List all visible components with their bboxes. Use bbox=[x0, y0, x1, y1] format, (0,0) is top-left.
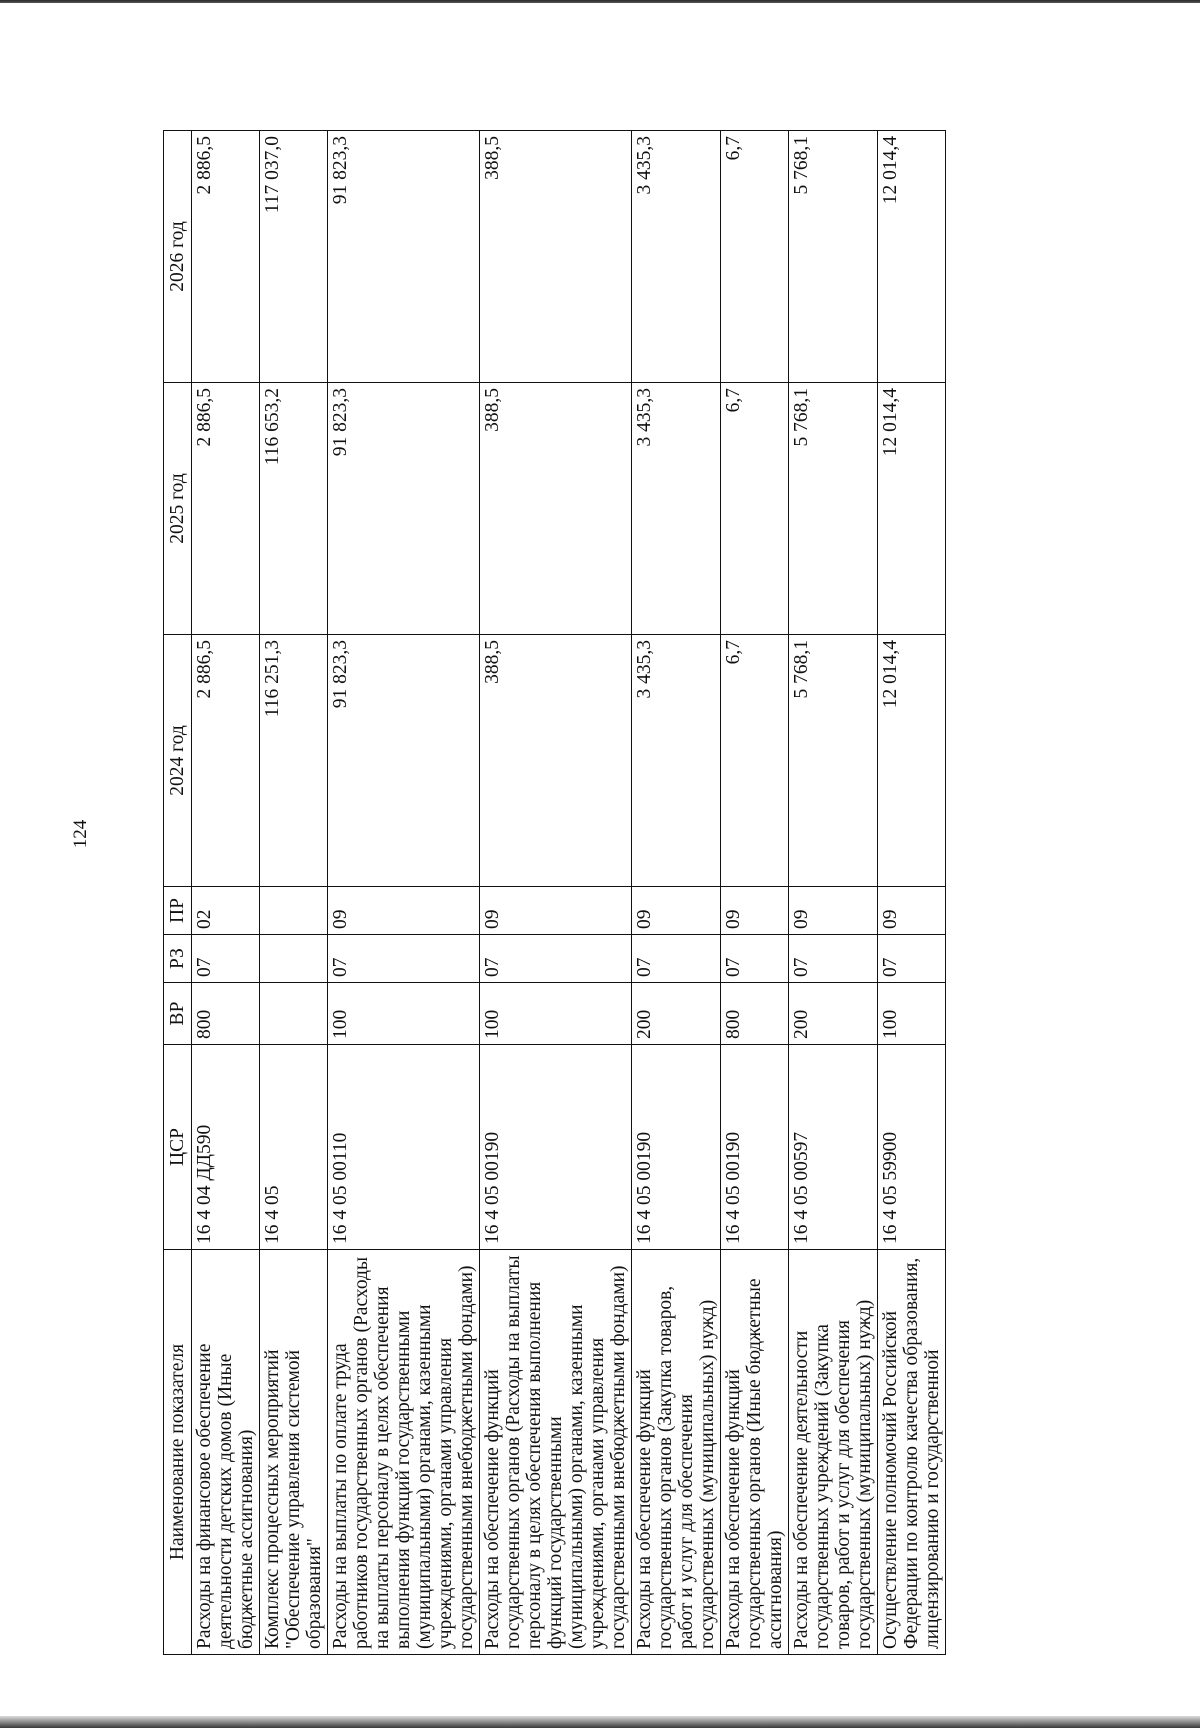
row-rz bbox=[260, 935, 328, 983]
row-vr bbox=[260, 983, 328, 1045]
row-vr: 100 bbox=[328, 983, 480, 1045]
row-2026: 5 768,1 bbox=[789, 131, 878, 383]
table-row bbox=[480, 131, 632, 1655]
row-csr: 16 4 04 ДД590 bbox=[192, 1045, 260, 1250]
row-2025: 388,5 bbox=[480, 383, 632, 635]
row-2024: 6,7 bbox=[721, 635, 789, 887]
row-2026: 3 435,3 bbox=[632, 131, 721, 383]
row-2025: 2 886,5 bbox=[192, 383, 260, 635]
table-row bbox=[632, 131, 721, 1655]
row-2024: 3 435,3 bbox=[632, 635, 721, 887]
page-number: 124 bbox=[70, 819, 91, 849]
row-2025: 5 768,1 bbox=[789, 383, 878, 635]
table-header-row bbox=[164, 131, 192, 1655]
header-name: Наименование показателя bbox=[164, 1250, 192, 1655]
row-pr bbox=[260, 887, 328, 935]
row-pr: 09 bbox=[328, 887, 480, 935]
row-2024: 91 823,3 bbox=[328, 635, 480, 887]
row-2024: 116 251,3 bbox=[260, 635, 328, 887]
row-vr: 800 bbox=[192, 983, 260, 1045]
row-2025: 12 014,4 bbox=[878, 383, 946, 635]
row-pr: 09 bbox=[878, 887, 946, 935]
row-vr: 200 bbox=[632, 983, 721, 1045]
table-row bbox=[789, 131, 878, 1655]
header-rz: РЗ bbox=[164, 935, 192, 983]
row-2025: 116 653,2 bbox=[260, 383, 328, 635]
row-vr: 100 bbox=[480, 983, 632, 1045]
header-vr: ВР bbox=[164, 983, 192, 1045]
row-name: Расходы на финансовое обеспечение деятельности детских домов (Иные бюджетные ассигнования) bbox=[192, 1250, 260, 1655]
row-csr: 16 4 05 00190 bbox=[480, 1045, 632, 1250]
table-row bbox=[721, 131, 789, 1655]
header-pr: ПР bbox=[164, 887, 192, 935]
row-pr: 09 bbox=[789, 887, 878, 935]
row-csr: 16 4 05 00190 bbox=[721, 1045, 789, 1250]
row-csr: 16 4 05 59900 bbox=[878, 1045, 946, 1250]
row-2024: 12 014,4 bbox=[878, 635, 946, 887]
row-rz: 07 bbox=[480, 935, 632, 983]
rotated-table-wrapper bbox=[163, 130, 1113, 1655]
row-2026: 117 037,0 bbox=[260, 131, 328, 383]
row-2026: 388,5 bbox=[480, 131, 632, 383]
scan-edge-bottom bbox=[0, 1716, 1200, 1728]
row-rz: 07 bbox=[328, 935, 480, 983]
row-rz: 07 bbox=[878, 935, 946, 983]
header-2026: 2026 год bbox=[164, 131, 192, 383]
header-2025: 2025 год bbox=[164, 383, 192, 635]
row-csr: 16 4 05 bbox=[260, 1045, 328, 1250]
row-name: Расходы на обеспечение функций государственных органов (Иные бюджетные ассигнования) bbox=[721, 1250, 789, 1655]
scan-edge-top bbox=[0, 0, 1200, 3]
row-2024: 5 768,1 bbox=[789, 635, 878, 887]
row-csr: 16 4 05 00597 bbox=[789, 1045, 878, 1250]
row-csr: 16 4 05 00190 bbox=[632, 1045, 721, 1250]
row-rz: 07 bbox=[192, 935, 260, 983]
row-name: Комплекс процессных мероприятий "Обеспечение управления системой образования" bbox=[260, 1250, 328, 1655]
row-vr: 200 bbox=[789, 983, 878, 1045]
row-vr: 800 bbox=[721, 983, 789, 1045]
table-row bbox=[328, 131, 480, 1655]
row-pr: 09 bbox=[480, 887, 632, 935]
row-name: Расходы на обеспечение функций государственных органов (Закупка товаров, работ и услуг для обеспечения государственных (муниципальных) нужд) bbox=[632, 1250, 721, 1655]
header-csr: ЦСР bbox=[164, 1045, 192, 1250]
row-2026: 2 886,5 bbox=[192, 131, 260, 383]
row-pr: 02 bbox=[192, 887, 260, 935]
row-rz: 07 bbox=[632, 935, 721, 983]
table-row bbox=[878, 131, 946, 1655]
row-2024: 2 886,5 bbox=[192, 635, 260, 887]
row-name: Расходы на выплаты по оплате труда работников государственных органов (Расходы на выплаты персоналу в целях обеспечения выполнения функций государственными (муниципальными) органами, казенными учреждениями, органами управления государственными внебюджетными фондами) bbox=[328, 1250, 480, 1655]
table-row bbox=[192, 131, 260, 1655]
row-2026: 91 823,3 bbox=[328, 131, 480, 383]
row-2026: 6,7 bbox=[721, 131, 789, 383]
budget-table bbox=[163, 130, 946, 1655]
row-rz: 07 bbox=[721, 935, 789, 983]
row-2024: 388,5 bbox=[480, 635, 632, 887]
row-2026: 12 014,4 bbox=[878, 131, 946, 383]
row-2025: 6,7 bbox=[721, 383, 789, 635]
row-pr: 09 bbox=[632, 887, 721, 935]
table-row bbox=[260, 131, 328, 1655]
row-name: Расходы на обеспечение функций государственных органов (Расходы на выплаты персоналу в целях обеспечения выполнения функций государственными (муниципальными) органами, казенными учреждениями, органами управления государственными внебюджетными фондами) bbox=[480, 1250, 632, 1655]
row-vr: 100 bbox=[878, 983, 946, 1045]
row-rz: 07 bbox=[789, 935, 878, 983]
row-2025: 91 823,3 bbox=[328, 383, 480, 635]
row-pr: 09 bbox=[721, 887, 789, 935]
row-name: Осуществление полномочий Российской Федерации по контролю качества образования, лицензированию и государственной bbox=[878, 1250, 946, 1655]
header-2024: 2024 год bbox=[164, 635, 192, 887]
row-2025: 3 435,3 bbox=[632, 383, 721, 635]
row-csr: 16 4 05 00110 bbox=[328, 1045, 480, 1250]
row-name: Расходы на обеспечение деятельности государственных учреждений (Закупка товаров, работ и услуг для обеспечения государственных (муниципальных) нужд) bbox=[789, 1250, 878, 1655]
